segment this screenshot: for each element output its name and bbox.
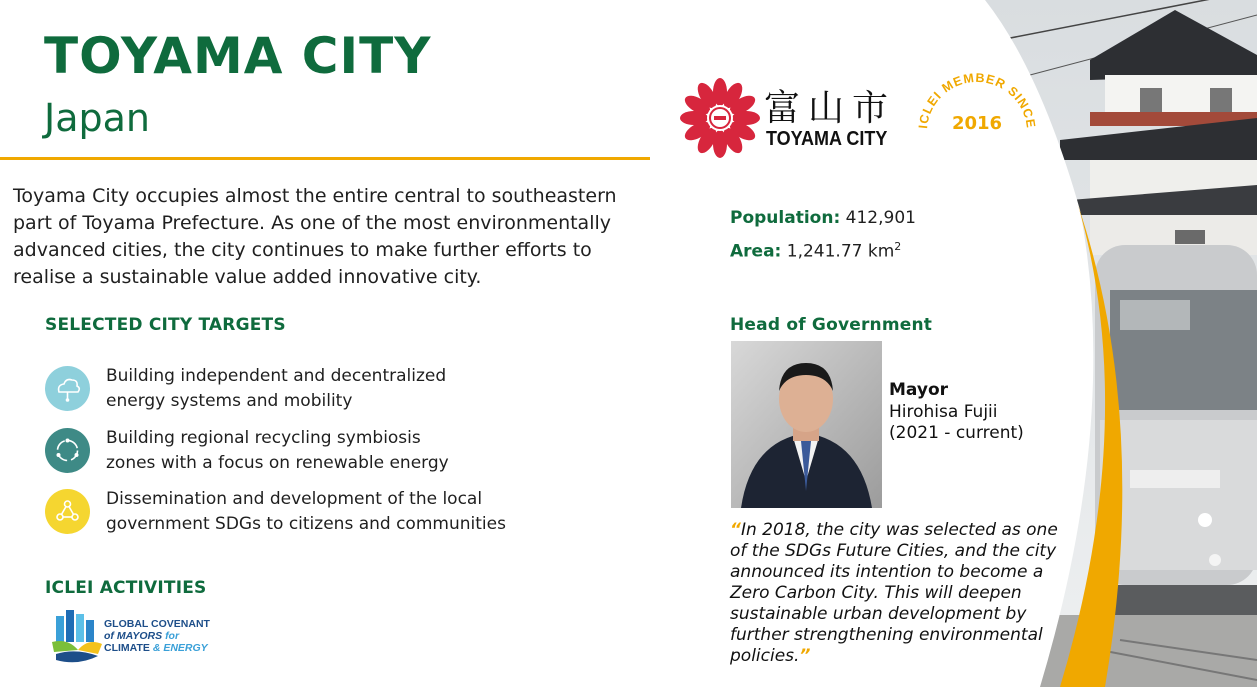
- cloud-icon: [45, 366, 90, 411]
- network-icon: [45, 489, 90, 534]
- divider-rule: [0, 157, 650, 160]
- target-text: Dissemination and development of the local government SDGs to citizens and communities: [106, 489, 506, 534]
- population-value: 412,901: [845, 208, 916, 228]
- covenant-line1: GLOBAL COVENANT: [104, 618, 210, 630]
- covenant-line3b: & ENERGY: [152, 642, 208, 654]
- logo-english: TOYAMA CITY: [766, 128, 888, 150]
- population-fact: [730, 208, 916, 228]
- area-sup: 2: [894, 240, 902, 253]
- country-subtitle: Japan: [44, 96, 150, 140]
- badge-text: ICLEI MEMBER SINCE: [916, 70, 1038, 130]
- quote-open-mark: “: [730, 520, 741, 540]
- population-label: Population:: [730, 208, 841, 228]
- government-heading: Head of Government: [730, 315, 933, 335]
- area-value: 1,241.77 km: [786, 241, 895, 262]
- global-covenant-logo: [48, 608, 248, 668]
- logo-kanji: 富山市: [764, 88, 897, 129]
- intro-paragraph: Toyama City occupies almost the entire central to southeastern part of Toyama Prefecture. As one of the most environmentally advanced cities, the city continues to make further efforts to realise a sustainable value added innovative city.: [13, 185, 617, 288]
- activities-heading: ICLEI ACTIVITIES: [45, 578, 207, 598]
- area-fact: [730, 240, 901, 262]
- recycle-cycle-icon: [45, 428, 90, 473]
- targets-heading: SELECTED CITY TARGETS: [45, 315, 286, 335]
- target-text: Building regional recycling symbiosis zones with a focus on renewable energy: [106, 428, 449, 473]
- target-item: [45, 489, 605, 535]
- covenant-line3a: CLIMATE: [104, 642, 150, 654]
- toyama-city-emblem-icon: [680, 78, 760, 158]
- mayor-role: Mayor: [889, 380, 949, 400]
- covenant-emblem-icon: [48, 608, 106, 666]
- mayor-portrait: [731, 341, 882, 508]
- page-title: TOYAMA CITY: [44, 27, 432, 85]
- mayor-term: (2021 - current): [889, 423, 1024, 443]
- mayor-name: Hirohisa Fujii: [889, 402, 998, 422]
- badge-year: 2016: [951, 113, 1003, 134]
- covenant-line2b: for: [165, 630, 180, 642]
- iclei-member-badge: [915, 70, 1040, 145]
- covenant-line2a: of MAYORS: [104, 630, 163, 642]
- target-item: [45, 366, 605, 412]
- quote-text: In 2018, the city was selected as one of the SDGs Future Cities, and the city announced its intention to become a Zero Carbon City. This will deepen sustainable urban development by further strengthening environmental policies.: [730, 520, 1058, 666]
- quote-close-mark: ”: [799, 646, 811, 666]
- target-text: Building independent and decentralized energy systems and mobility: [106, 366, 447, 411]
- area-label: Area:: [730, 241, 782, 262]
- mayor-quote: [730, 520, 1060, 667]
- target-item: [45, 428, 605, 474]
